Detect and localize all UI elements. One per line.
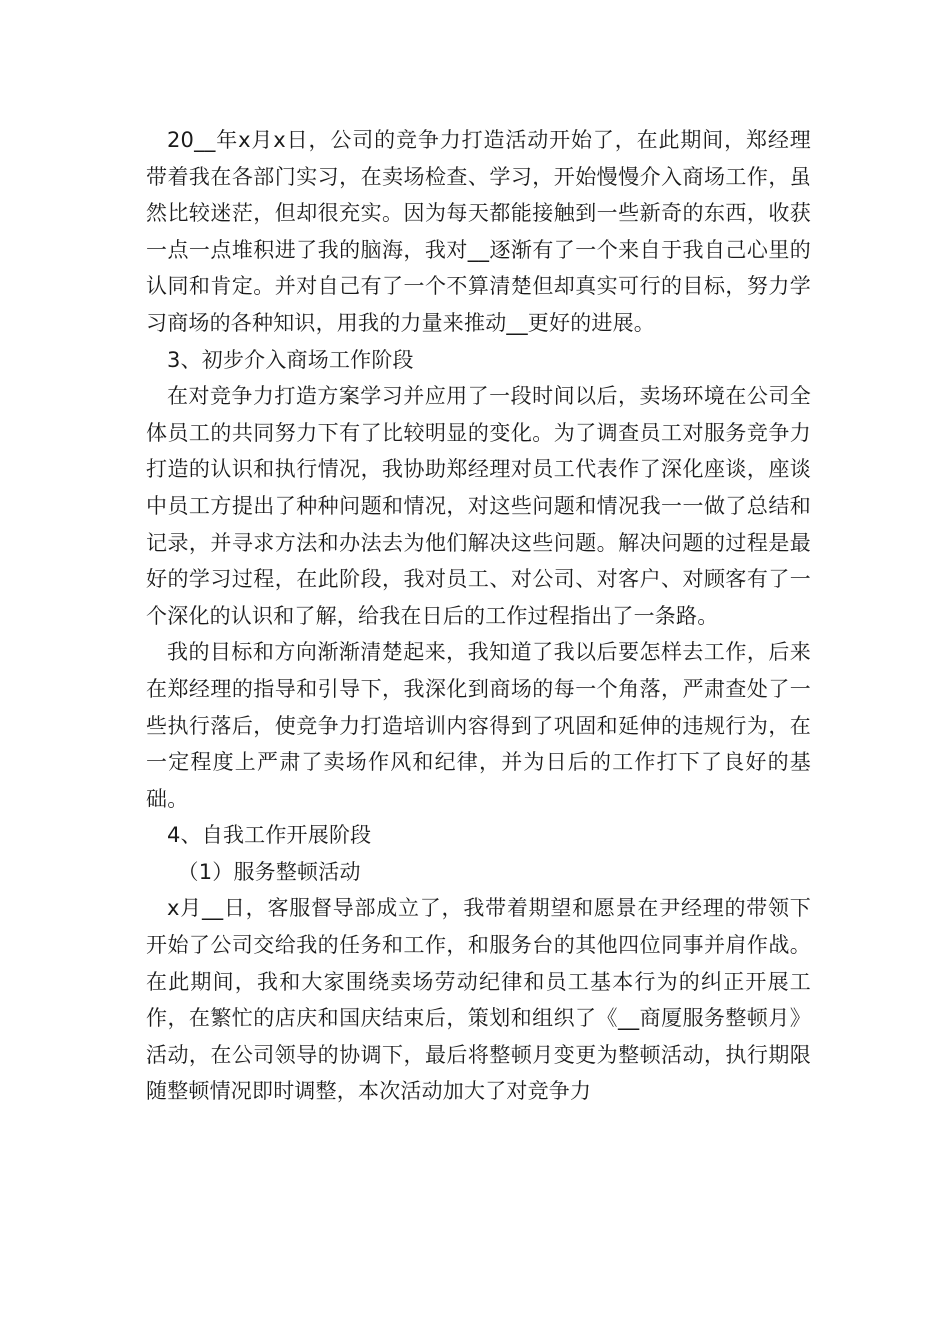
subsection-heading-1: （1）服务整顿活动 [177, 859, 361, 884]
paragraph-section-4-first: x月__日，客服督导部成立了，我带着期望和愿景在尹经理的带领下开始了公司交给我的任务和工作，和服务台的其他四位同事并肩作战。在此期间，我和大家围绕卖场劳动纪律和员工基本行为的纠正开展工作，在繁忙的店庆和国庆结束后，策划和组织了《__商厦服务整顿月》活动，在公司领导的协调下，最后将整顿月变更为整顿活动，执行期限随整顿情况即时调整，本次活动加大了对竞争力 [146, 896, 811, 1104]
document-body [146, 122, 811, 1110]
paragraph-intro: 20__年x月x日，公司的竞争力打造活动开始了，在此期间，郑经理带着我在各部门实习，在卖场检查、学习，开始慢慢介入商场工作，虽然比较迷茫，但却很充实。因为每天都能接触到一些新奇的东西，收获一点一点堆积进了我的脑海，我对__逐渐有了一个来自于我自己心里的认同和肯定。并对自己有了一个不算清楚但却真实可行的目标，努力学习商场的各种知识，用我的力量来推动__更好的进展。 [146, 128, 811, 335]
paragraph-section-3-second: 我的目标和方向渐渐清楚起来，我知道了我以后要怎样去工作，后来在郑经理的指导和引导下，我深化到商场的每一个角落，严肃查处了一些执行落后，使竞争力打造培训内容得到了巩固和延伸的违规行为，在一定程度上严肃了卖场作风和纪律，并为日后的工作打下了良好的基础。 [146, 640, 811, 811]
paragraph-section-3-first: 在对竞争力打造方案学习并应用了一段时间以后，卖场环境在公司全体员工的共同努力下有了比较明显的变化。为了调查员工对服务竞争力打造的认识和执行情况，我协助郑经理对员工代表作了深化座谈，座谈中员工方提出了种种问题和情况，对这些问题和情况我一一做了总结和记录，并寻求方法和办法去为他们解决这些问题。解决问题的过程是最好的学习过程，在此阶段，我对员工、对公司、对客户、对顾客有了一个深化的认识和了解，给我在日后的工作过程指出了一条路。 [146, 384, 811, 628]
section-heading-4: 4、自我工作开展阶段 [167, 823, 372, 848]
section-heading-3: 3、初步介入商场工作阶段 [167, 347, 414, 372]
